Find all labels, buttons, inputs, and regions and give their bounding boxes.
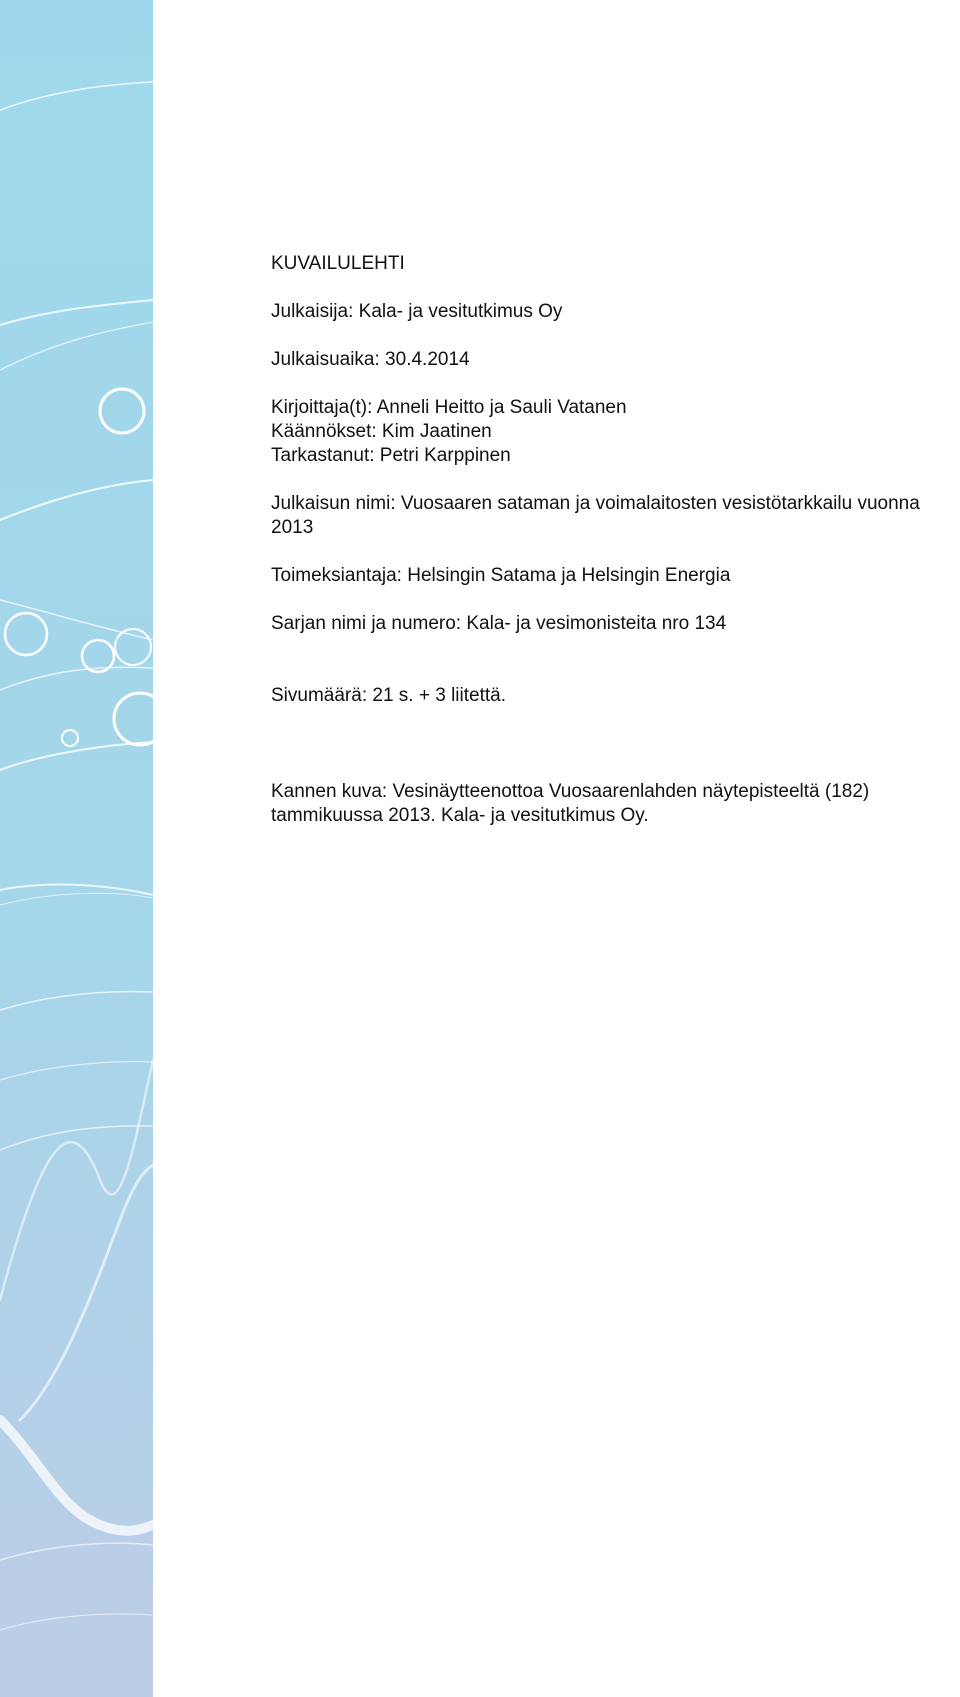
publication-date: Julkaisuaika: 30.4.2014 bbox=[271, 349, 470, 370]
cover-photo-caption-line-2: tammikuussa 2013. Kala- ja vesitutkimus Oy. bbox=[271, 805, 649, 826]
cover-photo-caption-line-1: Kannen kuva: Vesinäytteenottoa Vuosaarenlahden näytepisteeltä (182) bbox=[271, 781, 870, 802]
sheet-heading: KUVAILULEHTI bbox=[271, 253, 405, 274]
reviewed-by: Tarkastanut: Petri Karppinen bbox=[271, 445, 511, 466]
authors: Kirjoittaja(t): Anneli Heitto ja Sauli Vatanen bbox=[271, 397, 627, 418]
publication-title-line-1: Julkaisun nimi: Vuosaaren sataman ja voimalaitosten vesistötarkkailu vuonna bbox=[271, 493, 920, 514]
translations: Käännökset: Kim Jaatinen bbox=[271, 421, 492, 442]
commissioner: Toimeksiantaja: Helsingin Satama ja Helsingin Energia bbox=[271, 565, 731, 586]
publication-title-line-2: 2013 bbox=[271, 517, 314, 538]
description-sheet bbox=[271, 252, 960, 828]
publisher: Julkaisija: Kala- ja vesitutkimus Oy bbox=[271, 301, 563, 322]
wave-pattern-graphic bbox=[0, 0, 153, 1697]
series-name-number: Sarjan nimi ja numero: Kala- ja vesimonisteita nro 134 bbox=[271, 613, 727, 634]
page-count: Sivumäärä: 21 s. + 3 liitettä. bbox=[271, 685, 506, 706]
decorative-sidebar bbox=[0, 0, 153, 1697]
